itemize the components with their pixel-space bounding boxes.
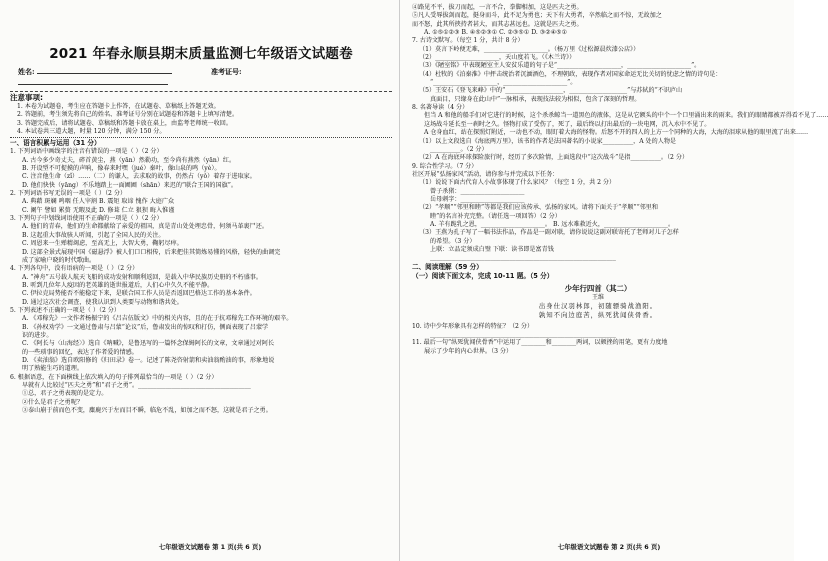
page-right bbox=[400, 0, 828, 561]
poem-line: 出身仕汉羽林郎，初随骠骑战渔阳。 bbox=[538, 301, 658, 310]
question-line: 真面目，只缘身在此山中”一脉相承，表现技法较为相似，包含了深刻的哲理。 bbox=[430, 95, 641, 103]
question-line: 识的进步。 bbox=[22, 331, 53, 339]
question-line: A 仓身血红，站在探照灯附近，一动也不动，眼盯着大海的怪物。后怒不开的四人的上方一个同种的大海，大海的泪球从他的眼里流了出来…… bbox=[424, 129, 809, 137]
question-line: A. “神舟”五号载人航天飞船的成功发射和顺利返回，是载入中华民族历史册的不朽盛事。 bbox=[22, 273, 262, 281]
question-line: A. ①⑤①②③ B. ④⑤②③① C. ②③⑤① D. ③②④⑤① bbox=[424, 29, 568, 37]
question-line: （5）王安石《登飞来峰》中的“___________________，___________________”与苏轼的“不识庐山 bbox=[419, 87, 683, 95]
question-line: 社区开展“弘扬家风”活动，请你参与并完成以下任务： bbox=[412, 170, 559, 178]
question-line: C. 注音他生命（zǐ）……（二）的谦人，去求取的故事，仍然占（yǒ）着存于进取家。 bbox=[22, 173, 256, 181]
question-line: 上联：立品定须成白璧 下联：读书即是富青钱 bbox=[430, 245, 554, 253]
question-line: 睦”的名言补充完整。（请任选一项回答）（2 分） bbox=[430, 212, 561, 220]
right-tail-questions bbox=[412, 323, 784, 356]
question-line: A. 典藉 斑斓 鸣咽 任人宰割 B. 震矩 取谛 愧作 大庭广众 bbox=[22, 198, 175, 206]
question-line: A. 古今多少奇丈夫，碎首黄尘，燕（yān）然勒功，至今尚有燕然（yān）红。 bbox=[22, 156, 236, 164]
notice-item: 4. 本试卷共三道大题，时量 120 分钟，满分 150 分。 bbox=[17, 128, 166, 136]
question-line: 4. 下列各句中，没有语病的一项是（ ）（2 分） bbox=[10, 265, 139, 273]
question-line: （2）“孝顺”“邻里和睦”等都是我们应该传承、弘扬的家风。请将下面关于“孝顺”“邻里和 bbox=[419, 204, 658, 212]
question-line: 11. 最后一句“纵死犹闻侠骨香”中运用了________和________两词，以顿挫的用笔，更有力度地 bbox=[412, 339, 668, 347]
question-line: 9. 综合性学习。（7 分） bbox=[412, 162, 478, 170]
question-line: 7. 古诗文默写。（每空 1 分，共计 8 分） bbox=[412, 37, 524, 45]
question-line: B. 开设型不可捉摸的声响，像春来时嘿（jué）秦叶，像山泉的鸣（yè）。 bbox=[22, 165, 221, 173]
question-line: 明了熟能生巧的道理。 bbox=[22, 365, 83, 373]
question-line: D. 《卖油翁》选自欧阳修的《归田录》卷一。记述了陈尧咨射箭和卖油翁酌油的事，形象地说 bbox=[22, 356, 275, 364]
question-line: （1）莫言下岭便无难，_____________________。（杨万里《过松源晨炊漆公店》） bbox=[419, 45, 640, 53]
question-line: （4）杜牧的《泊秦淮》中抨击统治者沉湎酒色，不理朝政，表现作者对国家命运无比关切的忧虑之情的诗句是： bbox=[419, 70, 722, 78]
left-questions bbox=[10, 139, 392, 415]
name-label: 姓名: bbox=[18, 67, 35, 76]
divider-line bbox=[10, 91, 392, 92]
question-line: （2）_____________________，天山度若飞。（《木兰诗》） bbox=[419, 54, 576, 62]
question-line: 2. 下列词语书写无误的一项是（ ）（2 分） bbox=[10, 190, 127, 198]
notice-item: 3. 答题完成后，请将试题卷、草稿纸和答题卡放在桌上，由监考老师统一收回。 bbox=[17, 119, 232, 127]
question-line: “_____________________，_____________________”。 bbox=[430, 79, 577, 87]
question-line: （3）王燕为孔子写了一幅书法作品，作品是一副对联，请你说说这副对联寄托了老师对儿子怎样 bbox=[419, 229, 679, 237]
page-footer-right: 七年级语文试题卷 第 2 页(共 6 页) bbox=[557, 543, 661, 551]
question-line: D. 他们快快（yāng）不乐地踏上一面圃圃（shān）来迟的“联合王国的国旗”。 bbox=[22, 181, 237, 189]
question-line: 展示了少年的内心世界。（3 分） bbox=[424, 347, 513, 355]
notice-item: 2. 答题前，考生须先将自己的姓名、准考证号分别在试题卷和答题卡上填写清楚。 bbox=[17, 111, 239, 119]
notice-box bbox=[10, 93, 392, 136]
question-line: C. 周恩来一生殚精竭虑，至高无上，大智大勇，鞠躬尽瘁。 bbox=[22, 240, 183, 248]
question-line: 曾子杀猪：_____________________ bbox=[430, 187, 525, 195]
question-line: 这场战斗延长至一刹时之久。怪物打成了受伤了，死了，最后终以打出最后的一块电网，沉入水中不见了。 bbox=[424, 120, 711, 128]
poem-block bbox=[412, 284, 784, 320]
name-field bbox=[37, 73, 172, 74]
question-line: B. 这起重大事故骇人听闻，引起了全国人民的关注。 bbox=[22, 231, 165, 239]
question-line: ②什么是君子之勇呢？ bbox=[22, 398, 83, 406]
question-line: C. 伊拉克局势能否不能稳定下来，是联合国工作人员是否返回巴格达工作的基本条件。 bbox=[22, 290, 256, 298]
section-heading: 二、阅读理解（59 分） bbox=[412, 262, 483, 271]
question-line: （2）A 在海底环球探险旅行时，经历了多次险情，上面选段中“这次战斗”是指__________。（2 分） bbox=[419, 154, 689, 162]
poem-title: 少年行四首（其二） bbox=[564, 283, 632, 293]
notice-heading: 注意事项: bbox=[10, 93, 43, 102]
question-line: D. 这部全景式展现中国《磁悬浮》被人们口口相传，后来把佳其简炼易懂的风格，轻快的曲调完 bbox=[22, 248, 281, 256]
question-line: ①总，君子之勇表现的是定力。 bbox=[22, 390, 108, 398]
question-line: A. 《邓稼先》一文作者杨振宁的《吕吉伍版文》中的相关内容，且的在于抗邓稼先工作环境的艰辛。 bbox=[22, 315, 293, 323]
question-line: 的希望。（3 分） bbox=[430, 237, 476, 245]
question-line: __________。（2 分） bbox=[430, 145, 488, 153]
section-heading: 一、语言积累与运用（31 分） bbox=[10, 139, 101, 148]
question-line: 早就有人比较过“匹夫之勇”和“君子之勇”。_____________________________________ bbox=[22, 382, 251, 389]
question-line: _____________________________________________________________ bbox=[430, 331, 616, 338]
name-exam-bar bbox=[18, 66, 392, 88]
question-line: ④路见不平，拔刀而起，一言不合，拳脚相加，这是匹夫之勇。 bbox=[412, 4, 583, 11]
question-line: B. 《孙权劝学》一文通过鲁肃与吕蒙“论议”后，鲁肃发出的惊叹和打仿，侧面表现了吕蒙学 bbox=[22, 323, 269, 331]
question-line: A. 他们的青春，他们的生命都献给了亲爱的祖国，真是青山处处埋忠骨，何须马革裹尸还。 bbox=[22, 223, 268, 231]
question-line: 1. 下列词语中画线字的注音有错误的一项是（ ）（2 分） bbox=[10, 148, 163, 156]
right-questions bbox=[412, 4, 828, 281]
poem-line: 孰知不向边庭苦，纵死犹闻侠骨香。 bbox=[538, 310, 658, 319]
question-line: 而不怒，此其所挟持者甚大，而其志甚远也。这就是匹夫之勇。 bbox=[412, 20, 583, 28]
question-line: 岳母刺字：_____________________ bbox=[430, 195, 525, 203]
question-line: C. 阑午 譬如 累赘 无暇及此 D. 修葺 仁立 狠狈 晦入惟谨 bbox=[22, 206, 175, 214]
question-line: 但当 A 和他的船手们对它进行的时候，这个杀杀鲸当一道黑色的液体，这是从它额头的中个一个口里涌出来的雨来。我们的眼睛都被弄得看不见了…… bbox=[424, 112, 828, 120]
question-line: 5. 下列表述不正确的一项是（ ）（2 分） bbox=[10, 306, 120, 314]
question-line: ③泰山崩于前而色不变，麋鹿兴于左而目不瞬，临危不乱，如加之而不怒，这就是君子之勇。 bbox=[22, 407, 272, 415]
question-line: 6. 根据语意，在下面横线上依次填入的句子排列最恰当的一项是（ ）（2 分） bbox=[10, 373, 218, 381]
question-line: 3. 下列句子中划线词语使用不正确的一项是（ ）（2 分） bbox=[10, 215, 163, 223]
page-left bbox=[0, 0, 400, 561]
question-line: ⑤凡人受辱拔剑而起，挺身而斗，此不足为勇也；天下有大勇者，卒然临之而不惊，无故加之 bbox=[412, 12, 662, 20]
question-line: 的一些琐事的回忆，表达了作者爱的情感。 bbox=[22, 348, 138, 356]
poem-author: 王维 bbox=[591, 293, 604, 301]
notice-item: 1. 本卷为试题卷，考生应在答题卡上作答，在试题卷、草稿纸上答题无效。 bbox=[17, 103, 220, 110]
question-line: A. 羊有跪乳之恩，_____________________。 B. 远水难救近火，_____________________。 bbox=[430, 220, 675, 228]
exam-no-field bbox=[18, 84, 168, 85]
question-line: （3）《陋室铭》中表现陋室主人安贫乐道的句子是“_____________________，_____________________”。 bbox=[419, 62, 701, 70]
question-line: _____________________________________________________________ bbox=[430, 254, 616, 262]
question-line: C. 《阿长与〈山海经〉》选自《呐喊》，是鲁迅写的一篇怀念保姆阿长的文章，文章通过对阿长 bbox=[22, 340, 275, 348]
question-line: 10. 诗中少年形象具有怎样的特征？（2 分） bbox=[412, 322, 534, 330]
question-line: （1）以上文段选自《海底两万里》，该书的作者是法国著名的小说家__________，A 处的人物是 bbox=[419, 137, 677, 145]
section-heading: （一）阅读下面文本，完成 10-11 题。（5 分） bbox=[412, 271, 554, 280]
question-line: D. 通过这次社会调查，使我认识到人类要与动物和谐共处。 bbox=[22, 298, 183, 306]
question-line: 成了家喻户晓的时代歌曲。 bbox=[22, 256, 96, 264]
question-line: （1）说说下面古代育人小故事体现了什么家风？（每空 1 分，共 2 分） bbox=[419, 179, 616, 187]
question-line: 8. 名著导读（4 分） bbox=[412, 104, 469, 112]
page-title: 2021 年春永顺县期末质量监测七年级语文试题卷 bbox=[49, 46, 353, 62]
page-footer-left: 七年级语文试题卷 第 1 页(共 6 页) bbox=[158, 543, 262, 551]
question-line: B. 听到几位年人疫因的老英雄的逝世报道后，人们心中久久不能平静。 bbox=[22, 281, 214, 289]
exam-no-label: 准考证号: bbox=[211, 67, 242, 76]
